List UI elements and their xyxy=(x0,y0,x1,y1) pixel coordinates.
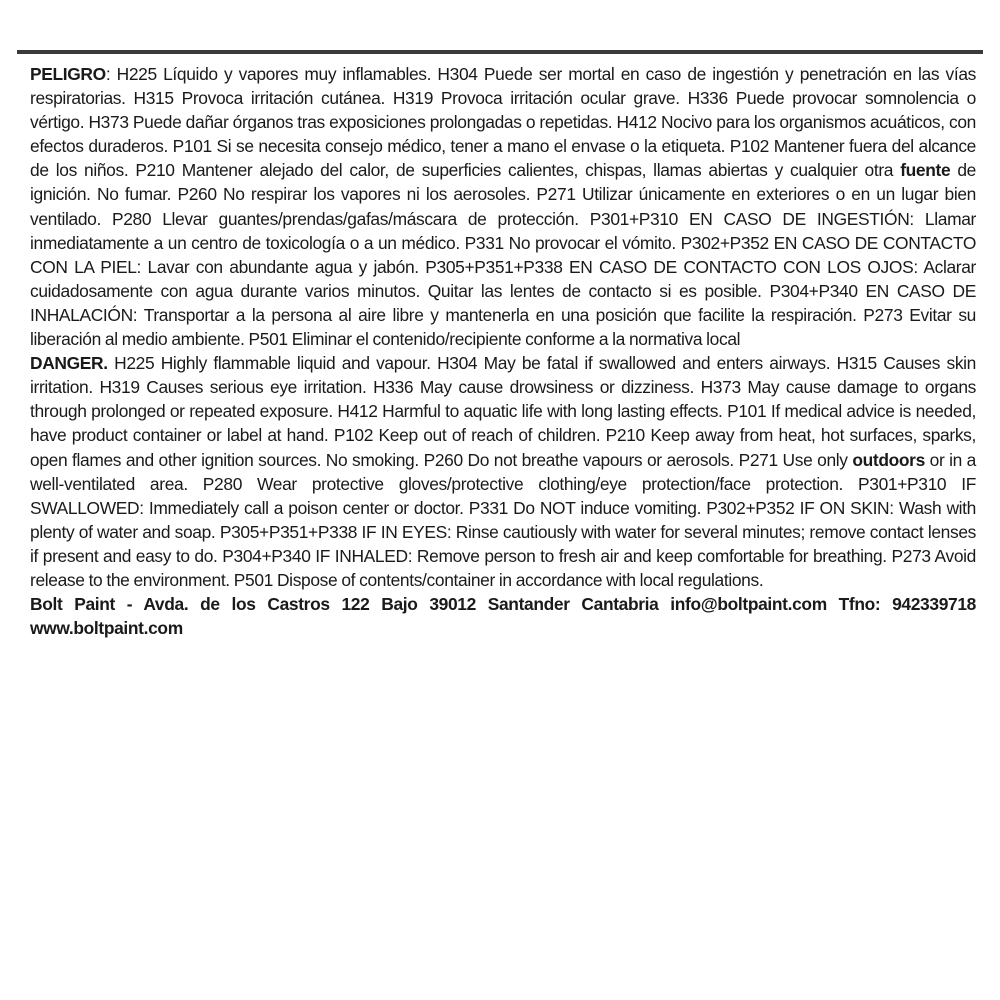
company-contact-info: Bolt Paint - Avda. de los Castros 122 Bajo 39012 Santander Cantabria info@boltpaint.com Tfno: 942339718 www.boltpaint.com xyxy=(30,594,976,639)
top-divider xyxy=(17,50,983,54)
signal-separator-es: : xyxy=(105,64,117,84)
spanish-hazard-paragraph xyxy=(30,62,976,351)
safety-label xyxy=(30,62,976,640)
bold-word-es: fuente xyxy=(900,160,951,181)
signal-word-en: DANGER. xyxy=(30,353,108,374)
hazard-text-en-part2: or in a well-ventilated area. P280 Wear protective gloves/protective clothing/eye protection/face protection. P301+P310 IF SWALLOWED: Immediately call a poison center or doctor. P331 Do NOT induce vomiting. P302+P352 IF ON SKIN: Wash with plenty of water and soap. P305+P351+P338 IF IN EYES: Rinse cautiously with water for several minutes; remove contact lenses if present and easy to do. P304+P340 IF INHALED: Remove person to fresh air and keep comfortable for breathing. P273 Avoid release to the environment. P501 Dispose of contents/container in accordance with local regulations. xyxy=(30,449,976,590)
hazard-text-en-part1: H225 Highly flammable liquid and vapour. H304 May be fatal if swallowed and enters airways. H315 Causes skin irritation. H319 Causes serious eye irritation. H336 May cause drowsiness or dizziness. H373 May cause damage to organs through prolonged or repeated exposure. H412 Harmful to aquatic life with long lasting effects. P101 If medical advice is needed, have product container or label at hand. P102 Keep out of reach of children. P210 Keep away from heat, hot surfaces, sparks, open flames and other ignition sources. No smoking. P260 Do not breathe vapours or aerosols. P271 Use only xyxy=(30,353,976,470)
hazard-text-es-part1: H225 Líquido y vapores muy inflamables. H304 Puede ser mortal en caso de ingestión y penetración en las vías respiratorias. H315 Provoca irritación cutánea. H319 Provoca irritación ocular grave. H336 Puede provocar somnolencia o vértigo. H373 Puede dañar órganos tras exposiciones prolongadas o repetidas. H412 Nocivo para los organismos acuáticos, con efectos duraderos. P101 Si se necesita consejo médico, tener a mano el envase o la etiqueta. P102 Mantener fuera del alcance de los niños. P210 Mantener alejado del calor, de superficies calientes, chispas, llamas abiertas y cualquier otra xyxy=(30,64,976,181)
english-hazard-paragraph xyxy=(30,351,976,592)
hazard-text-es-part2: de ignición. No fumar. P260 No respirar los vapores ni los aerosoles. P271 Utilizar únicamente en exteriores o en un lugar bien ventilado. P280 Llevar guantes/prendas/gafas/máscara de protección. P301+P310 EN CASO DE INGESTIÓN: Llamar inmediatamente a un centro de toxicología o a un médico. P331 No provocar el vómito. P302+P352 EN CASO DE CONTACTO CON LA PIEL: Lavar con abundante agua y jabón. P305+P351+P338 EN CASO DE CONTACTO CON LOS OJOS: Aclarar cuidadosamente con agua durante varios minutos. Quitar las lentes de contacto si es posible. P304+P340 EN CASO DE INHALACIÓN: Transportar a la persona al aire libre y mantenerla en una posición que facilite la respiración. P273 Evitar su liberación al medio ambiente. P501 Eliminar el contenido/recipiente conforme a la normativa local xyxy=(30,160,976,350)
signal-word-es: PELIGRO xyxy=(30,64,106,84)
bold-word-en: outdoors xyxy=(852,449,925,470)
